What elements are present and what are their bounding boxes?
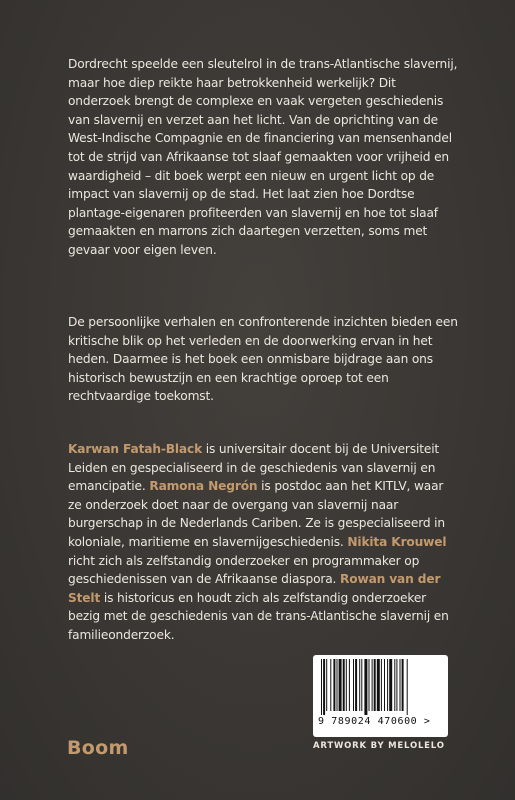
barcode-bar [400, 659, 401, 711]
barcode-bar [387, 659, 388, 711]
barcode-bar [389, 659, 392, 711]
barcode-bar [349, 659, 350, 711]
barcode-bar [330, 659, 331, 711]
author-bio-karwan: is universitair docent bij de Universiteit Leiden en gespecialiseerd in de geschiedenis van slavernij en emancipatie. [68, 442, 440, 494]
author-bio-rowan: is historicus en houdt zich als zelfstandig onderzoeker bezig met de geschiedenis van de trans-Atlantische slavernij en familieonderzoek. [68, 590, 449, 642]
barcode-bar [321, 659, 322, 715]
barcode-bar [359, 659, 360, 711]
author-name-ramona: Ramona Negrón [149, 479, 258, 494]
barcode-bar [343, 659, 345, 711]
author-bio-nikita: richt zich als zelfstandig onderzoeker en programmaker op geschiedenissen van de Afrikaanse diaspora. [68, 553, 420, 587]
publisher-logo: Boom [67, 737, 129, 759]
isbn-number: 9 789024 470600 > [318, 716, 431, 727]
barcode-bars [321, 659, 440, 715]
barcode-bar [355, 659, 357, 711]
barcode-bar [394, 659, 395, 711]
barcode-bar [369, 659, 370, 711]
author-name-nikita: Nikita Krouwel [347, 534, 447, 549]
isbn-barcode [313, 655, 448, 737]
barcode-bar [374, 659, 376, 711]
barcode-bar [372, 659, 373, 711]
author-bio-ramona: is postdoc aan het KITLV, waar ze onderzoek doet naar de overgang van slavernij naar burgerschap in de Nederlands Cariben. Ze is gespecialiseerd in koloniale, maritieme en slavernijgeschiedenis. [68, 479, 445, 549]
barcode-bar [333, 659, 335, 711]
barcode-bar [407, 659, 408, 715]
blurb-paragraph-1: Dordrecht speelde een sleutelrol in de trans-Atlantische slavernij, maar hoe diep reikte haar betrokkenheid werkelijk? Dit onderzoek brengt de complexe en vaak vergeten geschiedenis van slavernij en verzet aan het licht. Van de oprichting van de West-Indische Compagnie en de financiering van mensenhandel tot de strijd van Afrikaanse tot slaaf gemaakten voor vrijheid en waardigheid – dit boek werpt een nieuw en urgent licht op de impact van slavernij op de stad. Het laat zien hoe Dordtse plantage-eigenaren profiteerden van slavernij en hoe tot slaaf gemaakten en marrons zich daartegen verzetten, soms met gevaar voor eigen leven. [68, 57, 458, 257]
artwork-credit: ARTWORK BY MELOLELO [313, 741, 445, 751]
blurb-paragraph-2: De persoonlijke verhalen en confronterende inzichten bieden een kritische blik op het verleden en de doorwerking ervan in het heden. Daarmee is het boek een onmisbare bijdrage aan ons historisch bewustzijn en een krachtige oproep tot een rechtvaardige toekomst. [68, 315, 458, 404]
barcode-bar [323, 659, 325, 715]
barcode-bar [402, 659, 404, 711]
barcode-bar [337, 659, 338, 711]
author-name-rowan: Rowan van der Stelt [68, 572, 441, 605]
barcode-bar [361, 659, 362, 711]
barcode-bar [326, 659, 327, 711]
author-name-karwan: Karwan Fatah-Black [68, 442, 203, 456]
barcode-bar [353, 659, 354, 711]
barcode-bar [384, 659, 385, 711]
barcode-bar [377, 659, 380, 711]
author-bios [68, 440, 458, 645]
barcode-bar [346, 659, 347, 711]
barcode-bar [364, 659, 367, 715]
barcode-bar [381, 659, 382, 711]
barcode-bar [396, 659, 397, 711]
barcode-bar [339, 659, 342, 711]
